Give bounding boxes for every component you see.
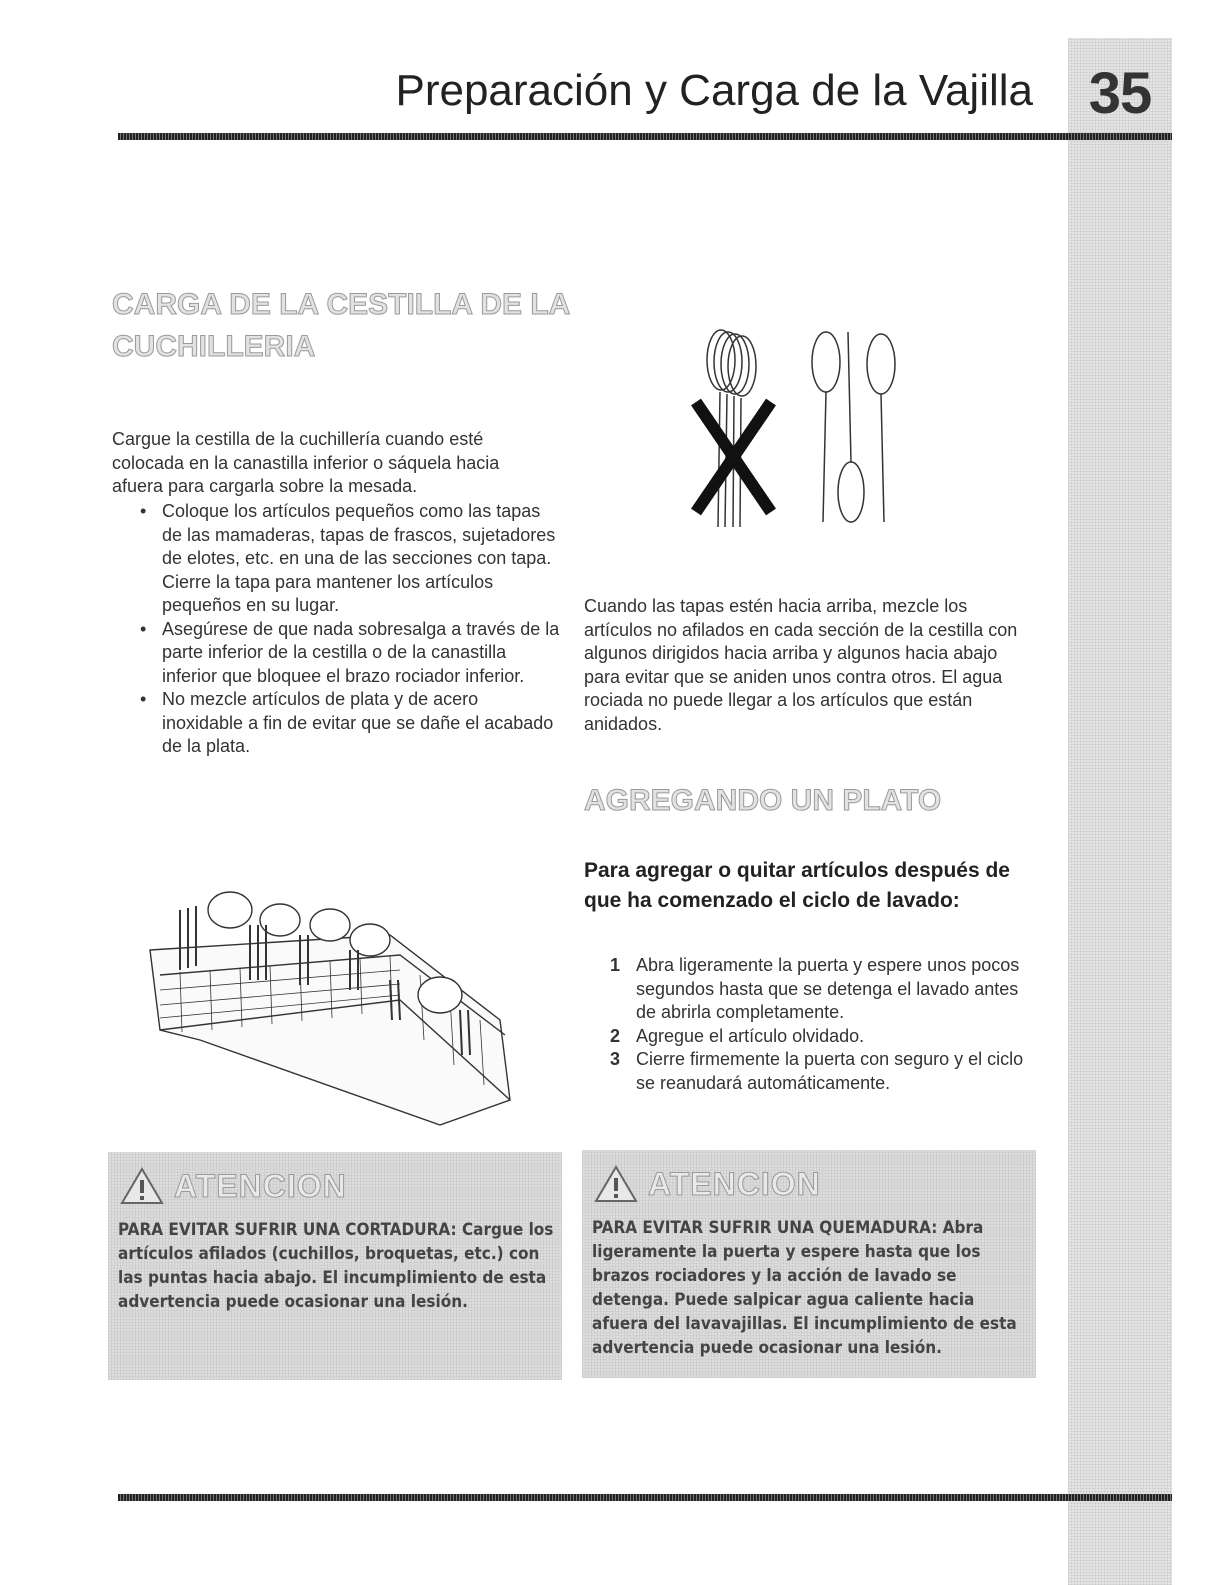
- step-text: Cierre firmemente la puerta con seguro y el ciclo se reanudará automáticamente.: [636, 1049, 1024, 1093]
- page-number: 35: [1088, 61, 1152, 126]
- header-rule: [118, 133, 1172, 140]
- add-dish-subtitle: Para agregar o quitar artículos después de que ha comenzado el ciclo de lavado:: [584, 859, 1010, 912]
- step-number: 3: [610, 1049, 621, 1069]
- spoons-nesting-illustration: [676, 322, 916, 532]
- warning-triangle-icon: [120, 1166, 164, 1206]
- list-item: [584, 1025, 1024, 1049]
- spoons-paragraph: Cuando las tapas estén hacia arriba, mezcle los artículos no afilados en cada sección de la cestilla con algunos dirigidos hacia arriba y algunos hacia abajo para evitar que se aniden unos contra otros. El agua rociada no puede llegar a los artículos que están anidados.: [584, 596, 1018, 734]
- warning-triangle-icon: [594, 1164, 638, 1204]
- caution-header: [120, 1166, 347, 1206]
- list-item-text: No mezcle artículos de plata y de acero inoxidable a fin de evitar que se dañe el acabado de la plata.: [162, 689, 554, 756]
- step-text: Agregue el artículo olvidado.: [636, 1025, 865, 1046]
- cutlery-basket-illustration: [140, 880, 530, 1130]
- list-item: [112, 688, 562, 759]
- bullet-icon: •: [140, 618, 147, 639]
- list-item: [584, 954, 1024, 1025]
- cutlery-bullet-list: [112, 500, 562, 759]
- page-title: Preparación y Carga de la Vajilla: [395, 66, 1033, 115]
- caution-box-cut: [108, 1152, 562, 1380]
- list-item: [584, 1048, 1024, 1095]
- caution-text: PARA EVITAR SUFRIR UNA CORTADURA: Cargue los artículos afilados (cuchillos, broquetas, etc.) con las puntas hacia abajo. El incumplimiento de esta advertencia puede ocasionar una lesión.: [118, 1220, 554, 1312]
- caution-header: [594, 1164, 821, 1204]
- step-number: 1: [610, 955, 621, 975]
- list-item-text: Coloque los artículos pequeños como las tapas de las mamaderas, tapas de frascos, sujetadores de elotes, etc. en una de las secciones con tapa. Cierre la tapa para mantener los artículos pequeños en su lugar.: [162, 501, 556, 615]
- list-item: [112, 618, 562, 689]
- caution-text: PARA EVITAR SUFRIR UNA QUEMADURA: Abra ligeramente la puerta y espere hasta que los brazos rociadores y la acción de lavado se detenga. Puede salpicar agua caliente hacia afuera del lavavajillas. El incumplimiento de esta advertencia puede ocasionar una lesión.: [592, 1218, 1017, 1358]
- bullet-icon: •: [140, 689, 147, 709]
- cutlery-section-title: CARGA DE LA CESTILLA DE LA CUCHILLERIA: [112, 288, 570, 363]
- caution-box-burn: [582, 1150, 1036, 1378]
- list-item-text: Asegúrese de que nada sobresalga a través de la parte inferior de la cestilla o de la canastilla inferior que bloquee el brazo rociador inferior.: [162, 618, 560, 686]
- step-number: 2: [610, 1025, 621, 1046]
- add-dish-section-title: AGREGANDO UN PLATO: [584, 784, 942, 817]
- caution-label: ATENCION: [648, 1165, 821, 1202]
- cutlery-intro: Cargue la cestilla de la cuchillería cuando esté colocada en la canastilla inferior o sáquela hacia afuera para cargarla sobre la mesada.: [112, 429, 500, 496]
- add-dish-steps: [584, 954, 1024, 1095]
- step-text: Abra ligeramente la puerta y espere unos pocos segundos hasta que se detenga el lavado antes de abrirla completamente.: [636, 955, 1020, 1022]
- list-item: [112, 500, 562, 618]
- caution-label: ATENCION: [174, 1167, 347, 1204]
- bullet-icon: •: [140, 501, 147, 521]
- page-side-band: [1068, 38, 1172, 1585]
- footer-rule: [118, 1494, 1172, 1501]
